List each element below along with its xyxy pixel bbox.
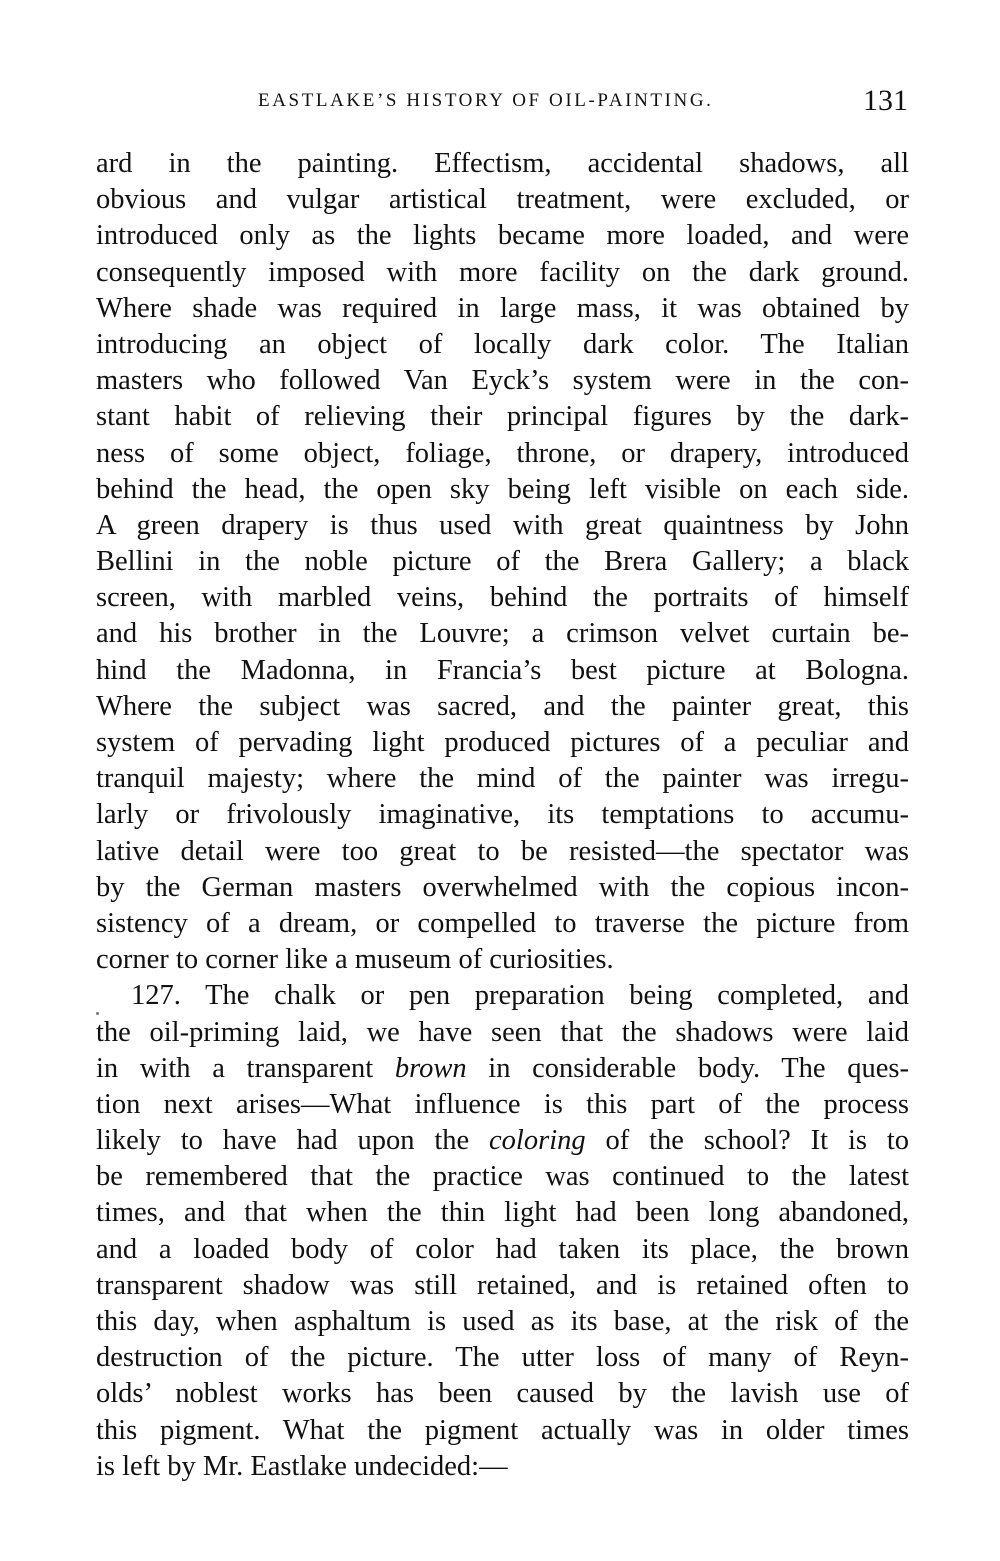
text-line: by the German masters overwhelmed with the copious incon- [96,871,909,903]
body-text [96,146,909,1485]
text-span: be remembered that the practice was continued to the latest [96,1161,909,1193]
text-line [96,1304,909,1340]
text-line: ness of some object, foliage, throne, or drapery, introduced [96,437,909,469]
paragraph-continued [96,146,909,978]
text-line [96,1015,909,1051]
text-span: in with a transparent [96,1052,395,1084]
text-line: A green drapery is thus used with great quaintness by John [96,509,909,541]
text-line [96,1087,909,1123]
running-head [258,84,908,118]
text-line [96,1195,909,1231]
text-span: in considerable body. The ques- [466,1052,909,1084]
text-span: the oil-priming laid, we have seen that the shadows were laid [96,1016,909,1048]
text-span: times, and that when the thin light had been long abandoned, [96,1197,909,1229]
text-span: is left by Mr. Eastlake undecided:— [96,1450,508,1482]
text-span: transparent shadow was still retained, and is retained often to [96,1269,909,1301]
text-line: system of pervading light produced pictures of a peculiar and [96,727,909,758]
text-span: of the school? It is to [585,1125,909,1157]
text-line [96,1051,909,1087]
text-line [96,1159,909,1195]
text-span: this day, when asphaltum is used as its base, at the risk of the [96,1306,909,1337]
text-span: destruction of the picture. The utter loss of many of Reyn- [96,1342,909,1374]
text-line: Where the subject was sacred, and the painter great, this [96,690,909,722]
page-number: 131 [863,84,908,117]
text-line [96,1268,909,1304]
text-span: olds’ noblest works has been caused by the lavish use of [96,1378,909,1410]
text-line: behind the head, the open sky being left visible on each side. [96,473,909,505]
text-span: likely to have had upon the [96,1125,490,1157]
text-line [96,1232,909,1268]
text-line [96,1413,909,1449]
text-span: 127. The chalk or pen preparation being completed, and [131,980,909,1012]
italic-term: coloring [489,1125,586,1157]
text-span: and a loaded body of color had taken its place, the brown [96,1233,909,1265]
text-line: masters who followed Van Eyck’s system were in the con- [96,365,909,397]
text-span: this pigment. What the pigment actually was in older times [96,1414,909,1446]
text-line: larly or frivolously imaginative, its temptations to accumu- [96,799,909,831]
running-title: EASTLAKE’S HISTORY OF OIL-PAINTING. [258,90,714,111]
text-line: sistency of a dream, or compelled to traverse the picture from [96,907,909,939]
text-line: consequently imposed with more facility on the dark ground. [96,256,909,288]
text-line: corner to corner like a museum of curiosities. [96,944,614,976]
text-line [96,1449,909,1485]
text-line [96,1376,909,1412]
text-line: introduced only as the lights became more loaded, and were [96,220,909,252]
text-line: and his brother in the Louvre; a crimson velvet curtain be- [96,618,909,650]
text-line [96,1340,909,1376]
text-span: tion next arises—What influence is this part of the process [96,1088,909,1120]
text-line: screen, with marbled veins, behind the portraits of himself [96,582,909,614]
text-line: Bellini in the noble picture of the Brera Gallery; a black [96,546,909,578]
text-line: hind the Madonna, in Francia’s best picture at Bologna. [96,654,909,686]
paragraph-127 [96,978,909,1485]
text-line: ard in the painting. Effectism, accidental shadows, all [96,148,909,179]
text-line: introducing an object of locally dark color. The Italian [96,328,909,360]
text-line: obvious and vulgar artistical treatment, were excluded, or [96,184,909,216]
italic-term: brown [394,1052,467,1084]
text-line: lative detail were too great to be resisted—the spectator was [96,835,909,867]
text-line: Where shade was required in large mass, it was obtained by [96,292,909,324]
text-line: tranquil majesty; where the mind of the painter was irregu- [96,763,909,795]
text-line [96,1123,909,1159]
text-line: stant habit of relieving their principal figures by the dark- [96,401,909,433]
text-line [96,978,909,1014]
